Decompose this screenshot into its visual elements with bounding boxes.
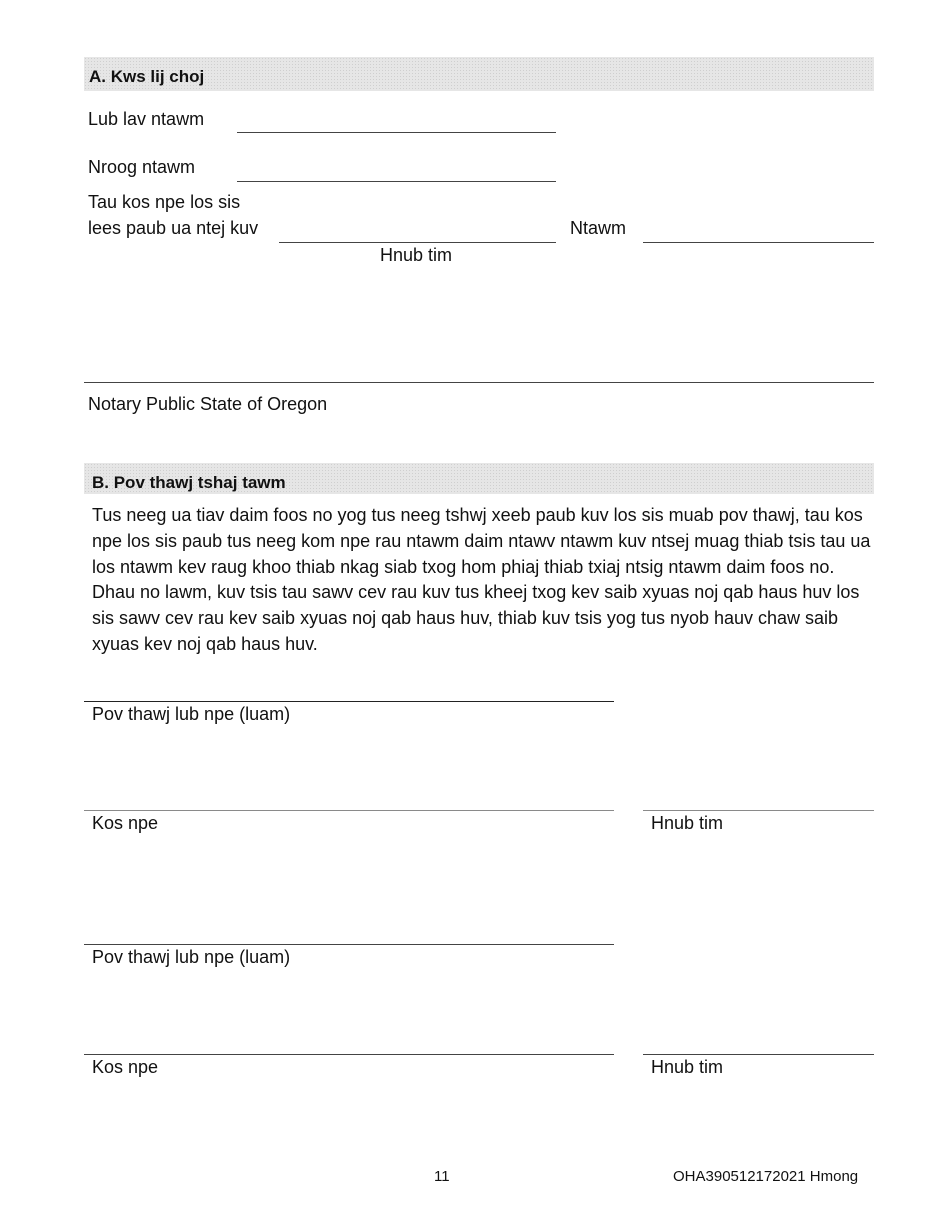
witness1-date-label: Hnub tim — [651, 813, 724, 833]
witness1-name-label: Pov thawj lub npe (luam) — [92, 704, 291, 724]
page-number: 11 — [434, 1168, 450, 1185]
witness2-signature-label: Kos npe — [92, 1057, 159, 1077]
witness2-name-line[interactable] — [84, 944, 614, 945]
form-code: OHA390512172021 Hmong — [673, 1168, 859, 1185]
witness1-name-line[interactable] — [84, 701, 614, 702]
name-field-line[interactable] — [237, 132, 556, 133]
county-field-line[interactable] — [237, 181, 556, 182]
sworn-date-field-line[interactable] — [279, 242, 556, 243]
witness1-signature-line[interactable] — [84, 810, 614, 811]
witness1-date-line[interactable] — [643, 810, 874, 811]
witness2-date-line[interactable] — [643, 1054, 874, 1055]
witness2-date-label: Hnub tim — [651, 1057, 724, 1077]
sworn-date-label: Hnub tim — [380, 245, 453, 265]
sworn-label-line1: Tau kos npe los sis — [88, 192, 241, 212]
by-label: Ntawm — [570, 218, 627, 238]
by-field-line[interactable] — [643, 242, 874, 243]
witness-declaration-paragraph: Tus neeg ua tiav daim foos no yog tus neeg tshwj xeeb paub kuv los sis muab pov thawj, tau kos npe los sis paub tus neeg kom npe rau ntawm daim ntawv ntawm kuv ntsej muag thiab tsis tau ua los ntawm kev raug khoo thiab nkag siab txog hom phiaj thiab txiaj ntsig ntawm daim foos no. Dhau no lawm, kuv tsis tau sawv cev rau kuv tus kheej txog kev saib xyuas noj qab haus huv los sis sawv cev rau kev saib xyuas noj qab haus huv, thiab kuv tsis yog tus nyob hauv chaw saib xyuas kev noj qab haus huv. — [92, 505, 871, 654]
sworn-label-line2: lees paub ua ntej kuv — [88, 218, 259, 238]
name-label: Lub lav ntawm — [88, 109, 205, 129]
notary-signature-line[interactable] — [84, 382, 874, 383]
witness2-signature-line[interactable] — [84, 1054, 614, 1055]
witness2-name-label: Pov thawj lub npe (luam) — [92, 947, 291, 967]
county-label: Nroog ntawm — [88, 157, 196, 177]
witness1-signature-label: Kos npe — [92, 813, 159, 833]
section-b-title: B. Pov thawj tshaj tawm — [92, 473, 286, 492]
section-a-title: A. Kws lij choj — [89, 67, 205, 86]
notary-label: Notary Public State of Oregon — [88, 394, 328, 414]
